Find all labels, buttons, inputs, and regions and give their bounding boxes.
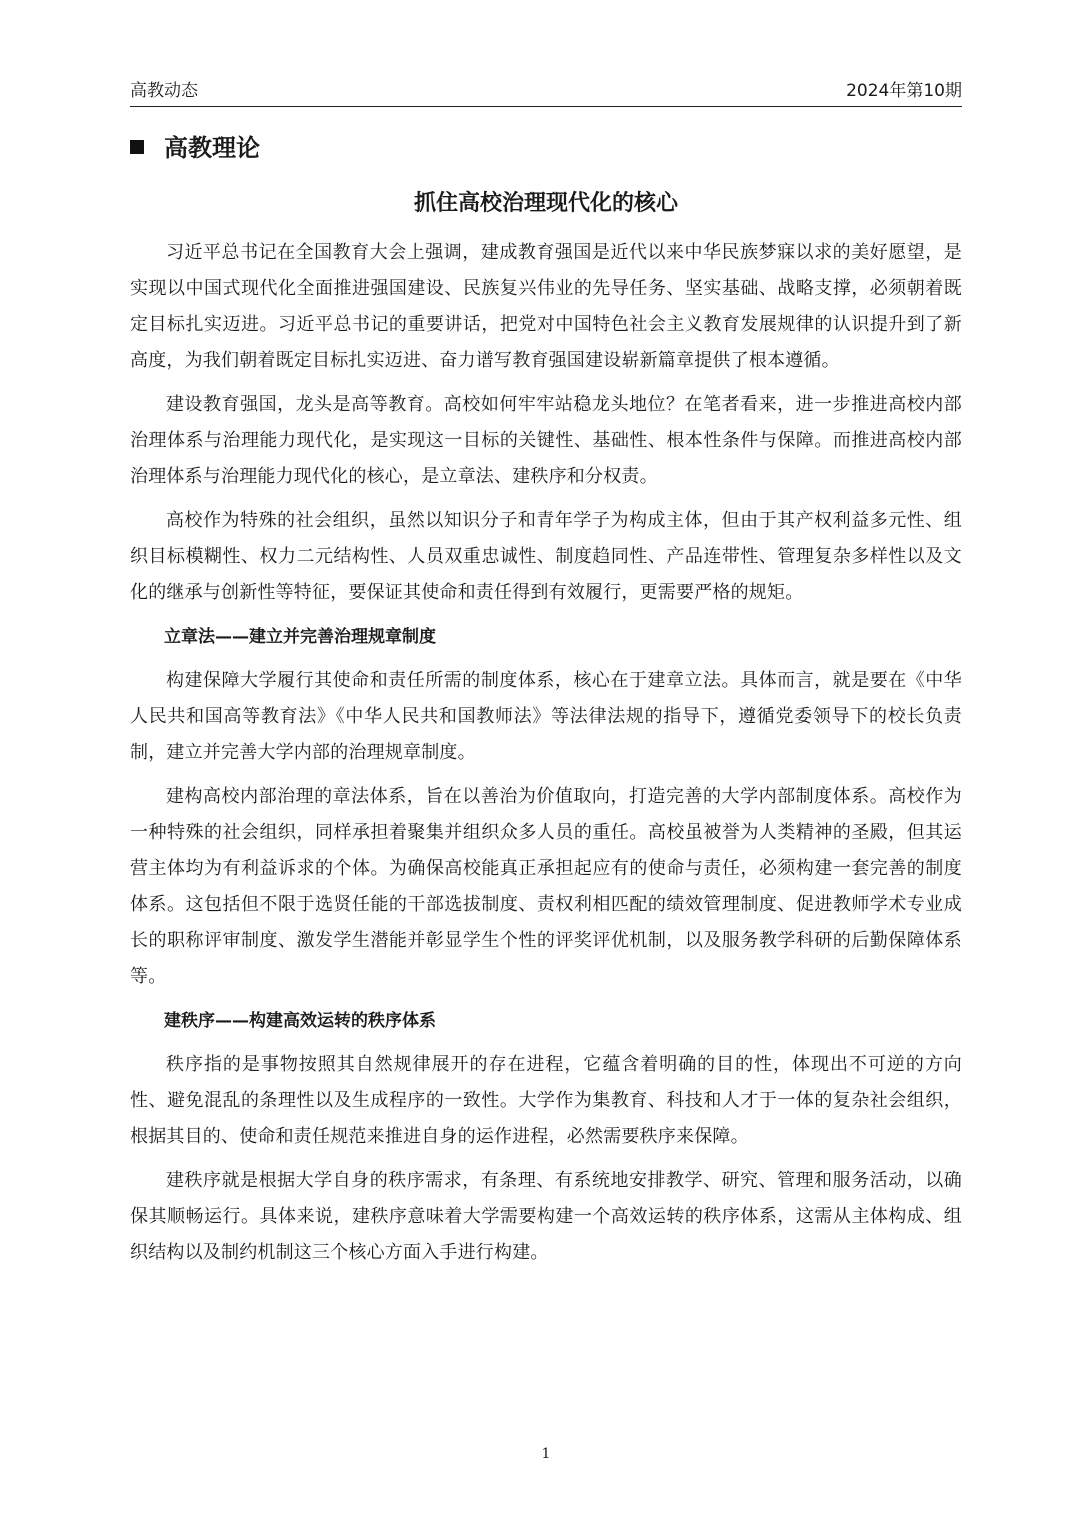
header-issue-number: 2024年第10期 [846, 81, 962, 101]
running-header [130, 78, 962, 107]
paragraph: 构建保障大学履行其使命和责任所需的制度体系，核心在于建章立法。具体而言，就是要在《中华人民共和国高等教育法》《中华人民共和国教师法》等法律法规的指导下，遵循党委领导下的校长负责制，建立并完善大学内部的治理规章制度。 [130, 670, 962, 763]
paragraph: 高校作为特殊的社会组织，虽然以知识分子和青年学子为构成主体，但由于其产权利益多元性、组织目标模糊性、权力二元结构性、人员双重忠诚性、制度趋同性、产品连带性、管理复杂多样性以及文化的继承与创新性等特征，要保证其使命和责任得到有效履行，更需要严格的规矩。 [130, 510, 962, 603]
section-heading [130, 131, 260, 165]
header-publication-name: 高教动态 [130, 81, 198, 101]
paragraph: 建构高校内部治理的章法体系，旨在以善治为价值取向，打造完善的大学内部制度体系。高校作为一种特殊的社会组织，同样承担着聚集并组织众多人员的重任。高校虽被誉为人类精神的圣殿，但其运营主体均为有利益诉求的个体。为确保高校能真正承担起应有的使命与责任，必须构建一套完善的制度体系。这包括但不限于选贤任能的干部选拔制度、责权利相匹配的绩效管理制度、促进教师学术专业成长的职称评审制度、激发学生潜能并彰显学生个性的评奖评优机制，以及服务教学科研的后勤保障体系等。 [130, 786, 962, 987]
paragraph: 秩序指的是事物按照其自然规律展开的存在进程，它蕴含着明确的目的性，体现出不可逆的方向性、避免混乱的条理性以及生成程序的一致性。大学作为集教育、科技和人才于一体的复杂社会组织，根据其目的、使命和责任规范来推进自身的运作进程，必然需要秩序来保障。 [130, 1054, 962, 1147]
subheading: 立章法——建立并完善治理规章制度 [164, 627, 436, 647]
article-title: 抓住高校治理现代化的核心 [413, 191, 678, 216]
document-page [130, 0, 962, 1527]
article-body [130, 235, 962, 1279]
page-number: 1 [541, 1446, 551, 1462]
paragraph: 建设教育强国，龙头是高等教育。高校如何牢牢站稳龙头地位？在笔者看来，进一步推进高校内部治理体系与治理能力现代化，是实现这一目标的关键性、基础性、根本性条件与保障。而推进高校内部治理体系与治理能力现代化的核心，是立章法、建秩序和分权责。 [130, 394, 962, 487]
subheading: 建秩序——构建高效运转的秩序体系 [164, 1011, 436, 1031]
section-title: 高教理论 [164, 134, 260, 162]
paragraph: 习近平总书记在全国教育大会上强调，建成教育强国是近代以来中华民族梦寐以求的美好愿望，是实现以中国式现代化全面推进强国建设、民族复兴伟业的先导任务、坚实基础、战略支撑，必须朝着既定目标扎实迈进。习近平总书记的重要讲话，把党对中国特色社会主义教育发展规律的认识提升到了新高度，为我们朝着既定目标扎实迈进、奋力谱写教育强国建设崭新篇章提供了根本遵循。 [130, 242, 962, 371]
square-bullet-icon [130, 140, 144, 154]
paragraph: 建秩序就是根据大学自身的秩序需求，有条理、有系统地安排教学、研究、管理和服务活动，以确保其顺畅运行。具体来说，建秩序意味着大学需要构建一个高效运转的秩序体系，这需从主体构成、组织结构以及制约机制这三个核心方面入手进行构建。 [130, 1170, 962, 1263]
